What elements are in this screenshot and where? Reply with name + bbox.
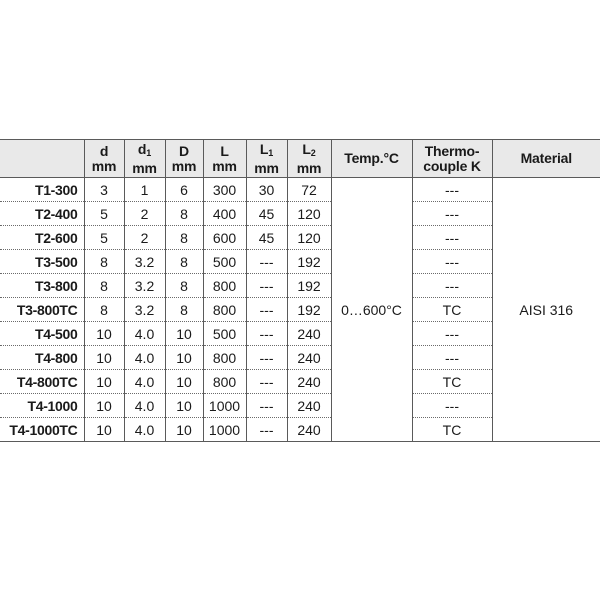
header-D-label: D	[179, 142, 189, 159]
header-L2-unit: mm	[296, 159, 322, 176]
cell-D: 10	[165, 370, 203, 394]
cell-d1: 4.0	[124, 394, 165, 418]
cell-d1: 3.2	[124, 250, 165, 274]
header-L2-subscript: 2	[310, 147, 316, 158]
cell-D: 8	[165, 274, 203, 298]
cell-d: 3	[84, 178, 124, 202]
cell-thermo: ---	[412, 346, 492, 370]
cell-temp-range: 0…600°C	[331, 178, 412, 442]
header-thermo-label: Thermo-	[424, 142, 480, 159]
cell-d: 8	[84, 250, 124, 274]
header-temp	[331, 140, 412, 178]
cell-L1: 45	[246, 226, 287, 250]
cell-L2: 192	[287, 250, 331, 274]
table-row	[0, 178, 600, 202]
cell-d: 5	[84, 202, 124, 226]
cell-L1: ---	[246, 298, 287, 322]
cell-L1: ---	[246, 418, 287, 442]
header-d1-label: d	[137, 140, 147, 157]
cell-L2: 120	[287, 202, 331, 226]
header-L1	[246, 140, 287, 178]
cell-thermo: ---	[412, 202, 492, 226]
header-row	[0, 140, 600, 178]
cell-code: T2-400	[0, 202, 84, 226]
header-thermo	[412, 140, 492, 178]
spec-table	[0, 139, 600, 442]
header-d-unit: mm	[91, 157, 117, 174]
cell-L: 800	[203, 274, 246, 298]
cell-d1: 3.2	[124, 274, 165, 298]
cell-thermo: TC	[412, 298, 492, 322]
cell-d: 10	[84, 322, 124, 346]
cell-L2: 192	[287, 274, 331, 298]
cell-d: 10	[84, 370, 124, 394]
cell-d: 10	[84, 346, 124, 370]
cell-L1: ---	[246, 322, 287, 346]
cell-L1: 30	[246, 178, 287, 202]
table-body	[0, 178, 600, 442]
cell-d: 8	[84, 298, 124, 322]
cell-L2: 240	[287, 418, 331, 442]
cell-L1: ---	[246, 250, 287, 274]
header-L1-subscript: 1	[268, 147, 274, 158]
cell-d: 5	[84, 226, 124, 250]
cell-code: T4-1000TC	[0, 418, 84, 442]
cell-code: T4-800TC	[0, 370, 84, 394]
cell-D: 10	[165, 394, 203, 418]
cell-D: 10	[165, 322, 203, 346]
cell-L: 400	[203, 202, 246, 226]
cell-code: T3-800	[0, 274, 84, 298]
header-L2	[287, 140, 331, 178]
cell-L2: 192	[287, 298, 331, 322]
cell-D: 10	[165, 346, 203, 370]
cell-D: 8	[165, 226, 203, 250]
cell-L1: ---	[246, 346, 287, 370]
cell-d: 10	[84, 394, 124, 418]
cell-material: AISI 316	[492, 178, 600, 442]
cell-L: 800	[203, 346, 246, 370]
header-thermo-unit: couple K	[423, 157, 481, 174]
cell-d1: 4.0	[124, 370, 165, 394]
cell-code: T4-500	[0, 322, 84, 346]
cell-d: 10	[84, 418, 124, 442]
header-d-label: d	[99, 142, 109, 159]
cell-code: T1-300	[0, 178, 84, 202]
cell-D: 6	[165, 178, 203, 202]
header-L-label: L	[220, 142, 229, 159]
cell-L: 300	[203, 178, 246, 202]
cell-L: 800	[203, 370, 246, 394]
cell-d1: 4.0	[124, 322, 165, 346]
cell-L: 500	[203, 250, 246, 274]
cell-D: 8	[165, 250, 203, 274]
cell-D: 10	[165, 418, 203, 442]
header-L	[203, 140, 246, 178]
cell-thermo: ---	[412, 226, 492, 250]
header-L1-label: L	[259, 140, 269, 157]
header-L1-unit: mm	[254, 159, 279, 176]
cell-d1: 4.0	[124, 418, 165, 442]
cell-thermo: TC	[412, 418, 492, 442]
cell-L: 1000	[203, 418, 246, 442]
cell-code: T4-800	[0, 346, 84, 370]
cell-code: T3-800TC	[0, 298, 84, 322]
cell-code: T2-600	[0, 226, 84, 250]
header-D-unit: mm	[171, 157, 197, 174]
cell-L2: 240	[287, 370, 331, 394]
header-d	[84, 140, 124, 178]
spec-table-container	[0, 139, 600, 442]
header-L-unit: mm	[212, 157, 237, 174]
cell-L: 600	[203, 226, 246, 250]
cell-thermo: ---	[412, 394, 492, 418]
cell-L2: 120	[287, 226, 331, 250]
cell-d1: 4.0	[124, 346, 165, 370]
header-code	[0, 140, 84, 178]
cell-L2: 240	[287, 322, 331, 346]
header-d1-subscript: 1	[146, 147, 152, 158]
cell-D: 8	[165, 202, 203, 226]
cell-L: 500	[203, 322, 246, 346]
header-material-label: Material	[520, 150, 572, 166]
cell-D: 8	[165, 298, 203, 322]
cell-L1: ---	[246, 394, 287, 418]
cell-d1: 2	[124, 202, 165, 226]
cell-code: T3-500	[0, 250, 84, 274]
header-D	[165, 140, 203, 178]
header-d1-unit: mm	[132, 159, 157, 176]
cell-L2: 240	[287, 346, 331, 370]
cell-L1: 45	[246, 202, 287, 226]
cell-L1: ---	[246, 370, 287, 394]
header-material	[492, 140, 600, 178]
cell-thermo: ---	[412, 274, 492, 298]
cell-d1: 1	[124, 178, 165, 202]
cell-d1: 3.2	[124, 298, 165, 322]
cell-thermo: ---	[412, 250, 492, 274]
cell-L2: 240	[287, 394, 331, 418]
cell-code: T4-1000	[0, 394, 84, 418]
cell-thermo: ---	[412, 322, 492, 346]
cell-L: 800	[203, 298, 246, 322]
header-L2-label: L	[302, 140, 311, 157]
cell-L: 1000	[203, 394, 246, 418]
cell-d: 8	[84, 274, 124, 298]
cell-d1: 2	[124, 226, 165, 250]
cell-thermo: TC	[412, 370, 492, 394]
cell-thermo: ---	[412, 178, 492, 202]
header-temp-label: Temp.°C	[344, 150, 399, 166]
cell-L2: 72	[287, 178, 331, 202]
header-d1	[124, 140, 165, 178]
cell-L1: ---	[246, 274, 287, 298]
